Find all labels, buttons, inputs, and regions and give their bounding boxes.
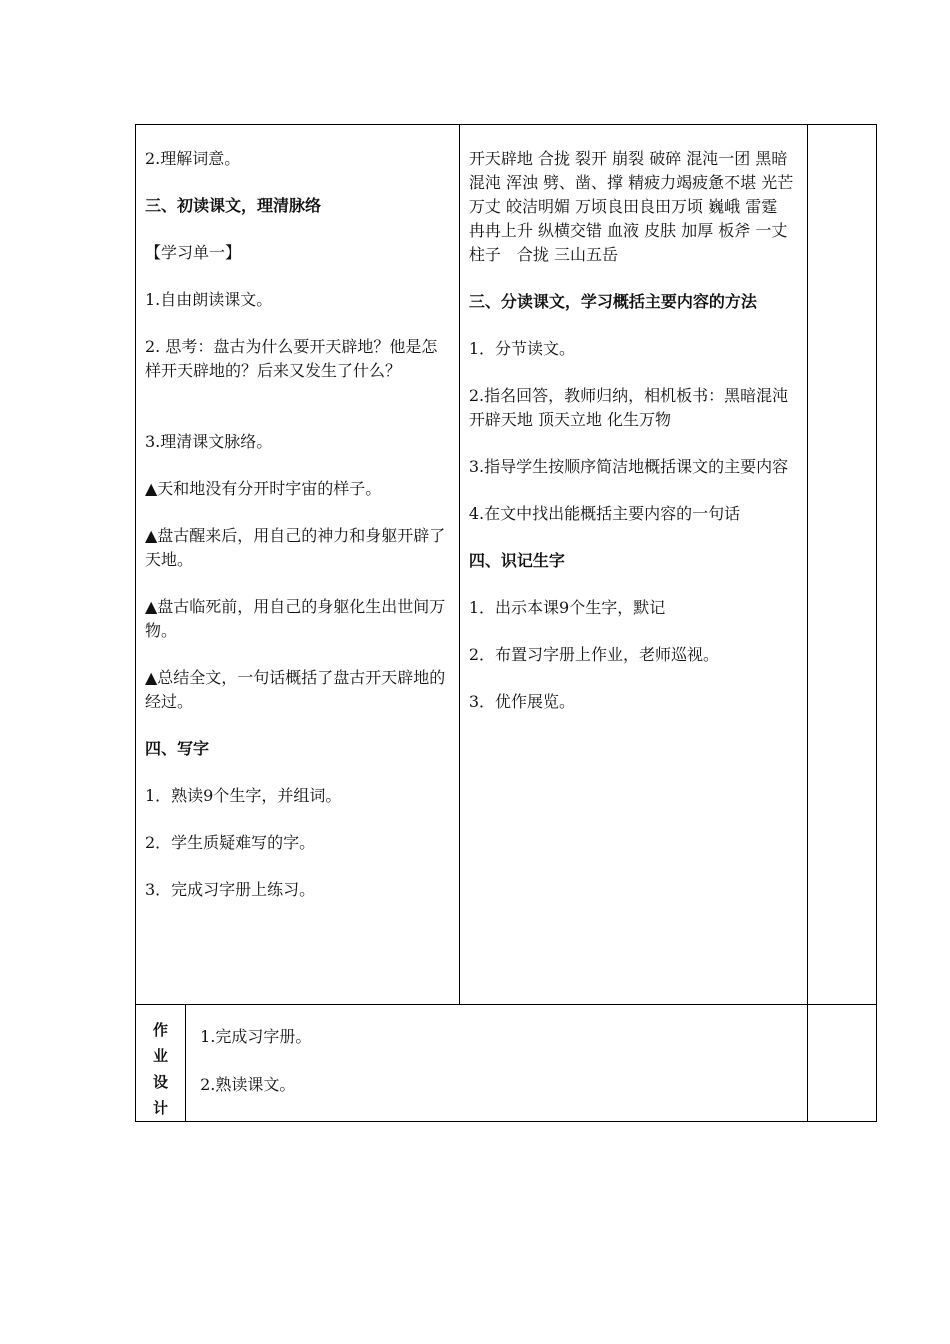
blank-space (145, 406, 450, 430)
paragraph: ▲天和地没有分开时宇宙的样子。 (145, 479, 382, 498)
paragraph: 3.指导学生按顺序简洁地概括课文的主要内容 (468, 457, 789, 476)
paragraph: 【学习单一】 (145, 243, 242, 262)
paragraph: 2．学生质疑难写的字。 (145, 833, 316, 852)
homework-items (186, 1005, 807, 1097)
homework-label-char: 计 (153, 1099, 169, 1117)
right-column-content (460, 125, 807, 714)
homework-label-cell (136, 1005, 186, 1122)
homework-label-char: 作 (153, 1021, 169, 1039)
paragraph: 开天辟地 合拢 裂开 崩裂 破碎 混沌一团 黑暗混沌 浑浊 劈、凿、撑 精疲力竭疲惫不堪 光芒万丈 皎洁明媚 万顷良田良田万顷 巍峨 雷霆 冉冉上升 纵横交错 血液 皮肤 加厚 板斧 一丈 柱子 合拢 三山五岳 (468, 149, 794, 264)
paragraph: 1．出示本课9个生字，默记 (468, 598, 666, 617)
homework-label (136, 1005, 185, 1121)
paragraph: 1．分节读文。 (468, 339, 576, 358)
homework-notes-cell (807, 1005, 876, 1122)
left-column-cell (136, 125, 460, 1005)
notes-column-cell (807, 125, 876, 1005)
paragraph: 1.自由朗读课文。 (145, 290, 273, 309)
paragraph: 1．熟读9个生字，并组词。 (145, 786, 342, 805)
paragraph: ▲总结全文，一句话概括了盘古开天辟地的经过。 (145, 668, 446, 711)
paragraph: 4.在文中找出能概括主要内容的一句话 (468, 504, 741, 523)
section-heading: 四、识记生字 (468, 551, 565, 570)
paragraph: 3．完成习字册上练习。 (145, 880, 316, 899)
paragraph: ▲盘古醒来后，用自己的神力和身躯开辟了天地。 (145, 526, 446, 569)
paragraph: 2．布置习字册上作业，老师巡视。 (468, 645, 720, 664)
homework-item: 1.完成习字册。 (200, 1027, 312, 1046)
section-heading: 三、初读课文，理清脉络 (145, 196, 322, 215)
paragraph: 2.理解词意。 (145, 149, 241, 168)
paragraph: 2. 思考：盘古为什么要开天辟地？他是怎样开天辟地的？后来又发生了什么？ (145, 337, 438, 380)
left-column-content (136, 125, 459, 902)
homework-item: 2.熟读课文。 (200, 1075, 296, 1094)
paragraph: ▲盘古临死前，用自己的身躯化生出世间万物。 (145, 597, 446, 640)
section-heading: 三、分读课文，学习概括主要内容的方法 (468, 292, 757, 311)
paragraph: 3.理清课文脉络。 (145, 432, 273, 451)
lesson-row (136, 125, 877, 1005)
paragraph: 2.指名回答，教师归纳，相机板书：黑暗混沌 开辟天地 顶天立地 化生万物 (468, 386, 789, 429)
right-column-cell (459, 125, 807, 1005)
homework-label-char: 设 (153, 1073, 169, 1091)
homework-content-cell (186, 1005, 808, 1122)
lesson-plan-table (135, 124, 877, 1122)
paragraph: 3．优作展览。 (468, 692, 576, 711)
homework-label-char: 业 (153, 1047, 169, 1065)
section-heading: 四、写字 (145, 739, 210, 758)
homework-row (136, 1005, 877, 1122)
